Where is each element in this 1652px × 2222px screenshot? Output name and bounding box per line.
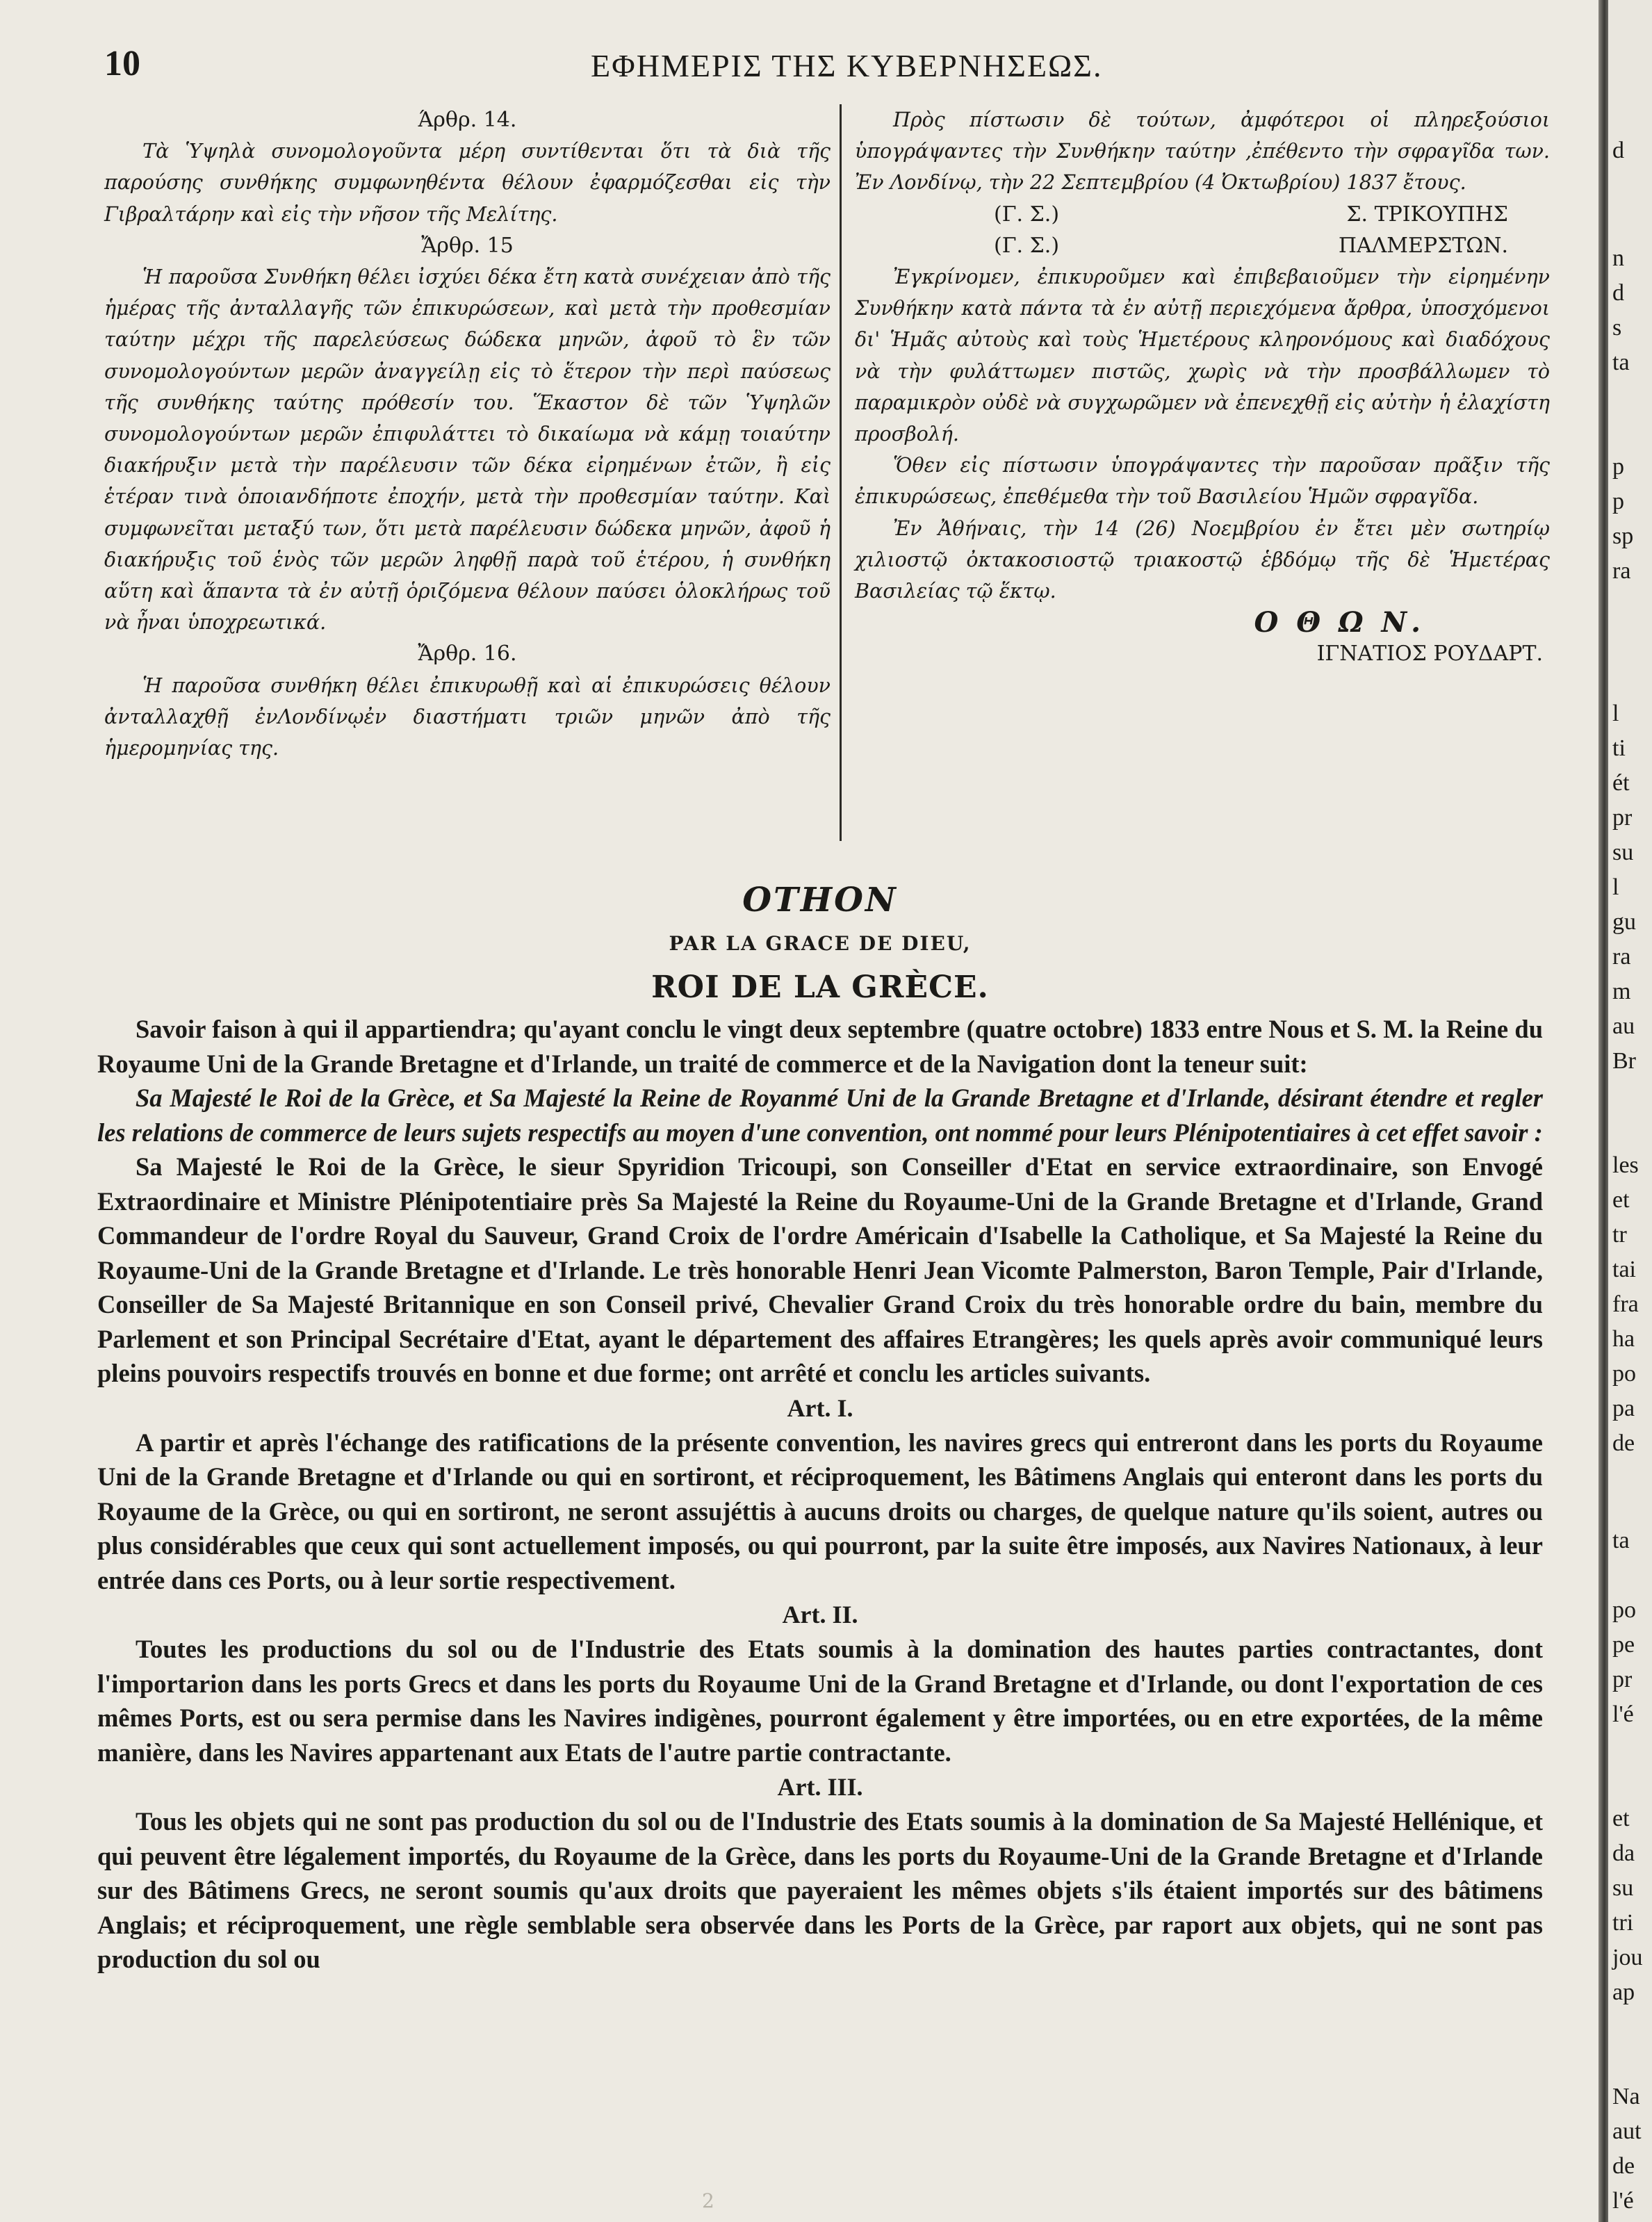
binding-gutter: [1598, 0, 1608, 2222]
edge-text-fragment: po: [1612, 1361, 1636, 1387]
greek-right-column: [855, 104, 1550, 670]
edge-text-fragment: tai: [1612, 1257, 1636, 1282]
article-15-text: Ἡ παροῦσα Συνθήκη θέλει ἰσχύει δέκα ἔτη κατὰ συνέχειαν ἀπὸ τῆς ἡμέρας τῆς ἀνταλλαγῆς τῶν ἐπικυρώσεων, καὶ μετὰ τὴν προθεσμίαν ταύτην μέχρι τῆς παρελεύσεως δώδεκα μηνῶν, ἀφοῦ τὸ ἓν τῶν συνομολογούντων μερῶν ἀναγγείλῃ εἰς τὸ ἕτερον τὴν περὶ παύσεως τῆς συνθήκης ταύτης πρόθεσίν του. Ἕκαστον δὲ τῶν Ὑψηλῶν συνομολογούντων μερῶν ἐπιφυλάττει τὸ δικαίωμα νὰ κάμῃ τοιαύτην διακήρυξιν μετὰ τὴν παρέλευσιν τῶν δέκα εἰρημένων ἐτῶν, ἢ εἰς ἑτέραν τινὰ ὁποιανδήποτε ἐποχήν, μετὰ τὴν προθεσμίαν ταύτην. Καὶ συμφωνεῖται μεταξύ των, ὅτι μετὰ παρέλευσιν δώδεκα μηνῶν, ἀφοῦ ἡ διακήρυξις τοῦ ἑνὸς τῶν μερῶν ληφθῇ παρὰ τοῦ ἑτέρου, ἡ συνθήκη αὕτη καὶ ἅπαντα τὰ ἐν αὐτῇ ὁριζόμενα θέλουν παύσει ὁλοκλήρως τοῦ νὰ ἦναι ὑποχρεωτικά.: [104, 266, 831, 635]
edge-text-fragment: d: [1612, 280, 1624, 306]
edge-text-fragment: p: [1612, 454, 1624, 480]
column-divider: [840, 104, 842, 841]
edge-text-fragment: sp: [1612, 523, 1634, 549]
edge-text-fragment: ra: [1612, 944, 1631, 970]
signature-row-1: [855, 199, 1550, 230]
french-title: OTHON: [742, 881, 898, 920]
french-preamble: Savoir faison à qui il appartiendra; qu'ayant conclu le vingt deux septembre (quatre octobre) 1833 entre Nous et S. M. la Reine du Royaume Uni de la Grande Bretagne et d'Irlande, un traité de commerce et de la Navigation dont la teneur suit:: [97, 1015, 1543, 1078]
ratification-paragraph: Ἐγκρίνομεν, ἐπικυροῦμεν καὶ ἐπιβεβαιοῦμεν τὴν εἰρημένην Συνθήκην κατὰ πάντα τὰ ἐν αὐτῇ περιεχόμενα ἄρθρα, ὑποσχόμενοι δι' Ἡμᾶς αὐτοὺς καὶ τοὺς Ἡμετέρους κληρονόμους καὶ διαδόχους νὰ τὴν φυλάττωμεν πιστῶς, χωρὶς νὰ τὴν προσβάλλωμεν τὸ παραμικρὸν οὐδὲ νὰ συγχωρῶμεν νὰ ἐπενεχθῇ εἰς αὐτὴν ἡ ἐλαχίστη προσβολή.: [855, 266, 1550, 446]
edge-text-fragment: ét: [1612, 770, 1630, 796]
french-section: [97, 876, 1543, 1977]
article-15-heading: Ἄρθρ. 15: [421, 233, 514, 258]
french-plenipotentiaries: Sa Majesté le Roi de la Grèce, le sieur Spyridion Tricoupi, son Conseiller d'Etat en service extraordinaire, son Envogé Extraordinaire et Ministre Plénipotentiaire près Sa Majesté la Reine du Royaume-Uni de la Grande Bretagne et d'Irlande, Grand Commandeur de l'ordre Royal du Sauveur, Grand Croix de l'ordre Américain d'Isabelle la Catholique, et Sa Majesté la Reine du Royaume-Uni de la Grande Bretagne et d'Irlande. Le très honorable Henri Jean Vicomte Palmerston, Baron Temple, Pair d'Irlande, Conseiller de Sa Majesté Britannique en son Conseil privé, Chevalier Grand Croix du très honorable ordre du bain, membre du Parlement et son Principal Secrétaire d'Etat, ayant le département des affaires Etrangères; les quels après avoir communiqué leurs pleins pouvoirs respectifs trouvés en bonne et due forme; ont arrêté et conclu les articles suivants.: [97, 1152, 1543, 1387]
edge-text-fragment: ta: [1612, 350, 1630, 375]
edge-text-fragment: m: [1612, 979, 1631, 1004]
edge-text-fragment: po: [1612, 1597, 1636, 1623]
edge-text-fragment: pa: [1612, 1396, 1635, 1421]
article-3-heading: Art. III.: [777, 1773, 863, 1801]
french-parties: Sa Majesté le Roi de la Grèce, et Sa Majesté la Reine de Royanmé Uni de la Grande Bretagne et d'Irlande, désirant étendre et regler les relations de commerce de leurs sujets respectifs au moyen d'une convention, ont nommé pour leurs Plénipotentiaires à cet effet savoir :: [97, 1084, 1543, 1147]
article-1-text: A partir et après l'échange des ratifications de la présente convention, les navires grecs qui entreront dans les ports du Royaume Uni de la Grande Bretagne et d'Irlande ou qui en sortiront, et réciproquement, les Bâtimens Anglais qui enteront dans les ports du Royaume de la Grèce, ou qui en sortiront, ne seront assujéttis à aucuns droits ou charges, de quelque nature qu'ils soient, autres ou plus considérables que ceux qui sont actuellement imposés, ou qui pourront, par la suite être imposés, aux Navires Nationaux, à leur entrée dans ces Ports, ou à leur sortie respectivement.: [97, 1428, 1543, 1594]
seal-mark: (Γ. Σ.): [994, 202, 1060, 227]
date-paragraph: Ἐν Ἀθήναις, τὴν 14 (26) Νοεμβρίου ἐν ἔτει μὲν σωτηρίῳ χιλιοστῷ ὀκτακοσιοστῷ τριακοστῷ ἑβδόμῳ τῆς δὲ Ἡμετέρας Βασιλείας τῷ ἕκτῳ.: [855, 516, 1550, 603]
edge-text-fragment: su: [1612, 1875, 1634, 1901]
edge-text-fragment: p: [1612, 489, 1624, 514]
signer-name: Σ. ΤΡΙΚΟΥΠΗΣ: [1346, 202, 1508, 227]
edge-text-fragment: da: [1612, 1840, 1635, 1866]
edge-text-fragment: pr: [1612, 1667, 1633, 1692]
edge-text-fragment: gu: [1612, 909, 1636, 935]
article-2-text: Toutes les productions du sol ou de l'Industrie des Etats soumis à la domination des hautes parties contractantes, dont l'importarion dans les ports Grecs et dans les ports du Royaume Uni de la Grand Bretagne et d'Irlande, ou dont l'exportation de ces mêmes Ports, est ou sera permise dans les Navires indigènes, pourront également y être importées, ou en etre exportées, de la même manière, dans les Navires appartenant aux Etats de l'autre partie contractante.: [97, 1635, 1543, 1767]
edge-text-fragment: ra: [1612, 558, 1631, 584]
edge-text-fragment: pr: [1612, 805, 1633, 831]
article-14-heading: Άρθρ. 14.: [418, 108, 517, 132]
signer-name: ΠΑΛΜΕΡΣΤΩΝ.: [1338, 233, 1508, 258]
edge-text-fragment: de: [1612, 1430, 1635, 1456]
edge-text-fragment: l'é: [1612, 1701, 1634, 1727]
king-signature: Ο Θ Ω Ν.: [1254, 606, 1425, 639]
bleed-through-mark: 2: [702, 2189, 714, 2212]
edge-text-fragment: et: [1612, 1187, 1630, 1213]
article-2-heading: Art. II.: [782, 1601, 858, 1628]
attestation-paragraph: Πρὸς πίστωσιν δὲ τούτων, ἀμφότεροι οἱ πληρεξούσιοι ὑπογράψαντες τὴν Συνθήκην ταύτην ,ἐπέθεντο τὴν σφραγῖδα των. Ἐν Λονδίνῳ, τὴν 22 Σεπτεμβρίου (4 Ὀκτωβρίου) 1837 ἔτους.: [855, 108, 1550, 195]
edge-text-fragment: ha: [1612, 1326, 1635, 1352]
edge-text-fragment: jou: [1612, 1945, 1643, 1970]
edge-text-fragment: ta: [1612, 1528, 1630, 1553]
french-roi-heading: ROI DE LA GRÈCE.: [651, 970, 989, 1005]
edge-text-fragment: aut: [1612, 2118, 1642, 2144]
seal-paragraph: Ὅθεν εἰς πίστωσιν ὑπογράψαντες τὴν παροῦσαν πρᾶξιν τῆς ἐπικυρώσεως, ἐπεθέμεθα τὴν τοῦ Βασιλείου Ἡμῶν σφραγῖδα.: [855, 454, 1550, 509]
edge-text-fragment: les: [1612, 1152, 1639, 1178]
edge-text-fragment: l: [1612, 701, 1619, 726]
edge-text-fragment: su: [1612, 840, 1634, 865]
french-subtitle: PAR LA GRACE DE DIEU,: [669, 932, 972, 955]
edge-text-fragment: au: [1612, 1013, 1635, 1039]
adjacent-page-edge: [1608, 0, 1652, 2222]
article-3-text: Tous les objets qui ne sont pas production du sol ou de l'Industrie des Etats soumis à la domination de Sa Majesté Hellénique, et qui peuvent être légalement importés, du Royaume de la Grèce, dans les ports du Royaume-Uni de la Grande Bretagne et d'Irlande sur des Bâtimens Grecs, ne seront soumis qu'aux droits que payeraient les mêmes objets s'ils étaient importés sur des bâtimens Anglais; et réciproquement, une règle semblable sera observée dans les Ports de la Grèce, par raport aux objets, qui ne sont pas production du sol ou: [97, 1807, 1543, 1973]
article-16-heading: Ἄρθρ. 16.: [418, 642, 517, 667]
signature-row-2: [855, 230, 1550, 261]
page-header: [104, 43, 1536, 92]
edge-text-fragment: ap: [1612, 1979, 1635, 2005]
edge-text-fragment: d: [1612, 138, 1624, 163]
edge-text-fragment: et: [1612, 1806, 1630, 1831]
edge-text-fragment: ti: [1612, 735, 1626, 761]
edge-text-fragment: fra: [1612, 1291, 1639, 1317]
edge-text-fragment: tri: [1612, 1910, 1634, 1936]
edge-text-fragment: Br: [1612, 1048, 1636, 1074]
edge-text-fragment: pe: [1612, 1632, 1635, 1658]
edge-text-fragment: Na: [1612, 2084, 1640, 2109]
article-16-text: Ἡ παροῦσα συνθήκη θέλει ἐπικυρωθῇ καὶ αἱ ἐπικυρώσεις θέλουν ἀνταλλαχθῇ ἐνΛονδίνῳἐν διαστήματι τριῶν μηνῶν ἀπὸ τῆς ἡμερομηνίας της.: [104, 673, 831, 760]
article-14-text: Τὰ Ὑψηλὰ συνομολογοῦντα μέρη συντίθενται ὅτι τὰ διὰ τῆς παρούσης συνθήκης συμφωνηθέντα θέλουν ἐφαρμόζεσθαι εἰς τὴν Γιβραλτάρην καὶ εἰς τὴν νῆσον τῆς Μελίτης.: [104, 140, 831, 226]
journal-title: ΕΦΗΜΕΡΙΣ ΤΗΣ ΚΥΒΕΡΝΗΣΕΩΣ.: [591, 48, 1103, 83]
page-number: 10: [104, 44, 140, 83]
edge-text-fragment: tr: [1612, 1222, 1627, 1248]
article-1-heading: Art. I.: [787, 1394, 853, 1422]
edge-text-fragment: n: [1612, 245, 1624, 271]
edge-text-fragment: s: [1612, 315, 1622, 341]
greek-left-column: [104, 104, 831, 764]
edge-text-fragment: l'é: [1612, 2188, 1634, 2214]
edge-text-fragment: de: [1612, 2153, 1635, 2179]
seal-mark: (Γ. Σ.): [994, 233, 1060, 258]
countersignature: ΙΓΝΑΤΙΟΣ ΡΟΥΔΑΡΤ.: [1316, 642, 1543, 667]
edge-text-fragment: l: [1612, 874, 1619, 900]
